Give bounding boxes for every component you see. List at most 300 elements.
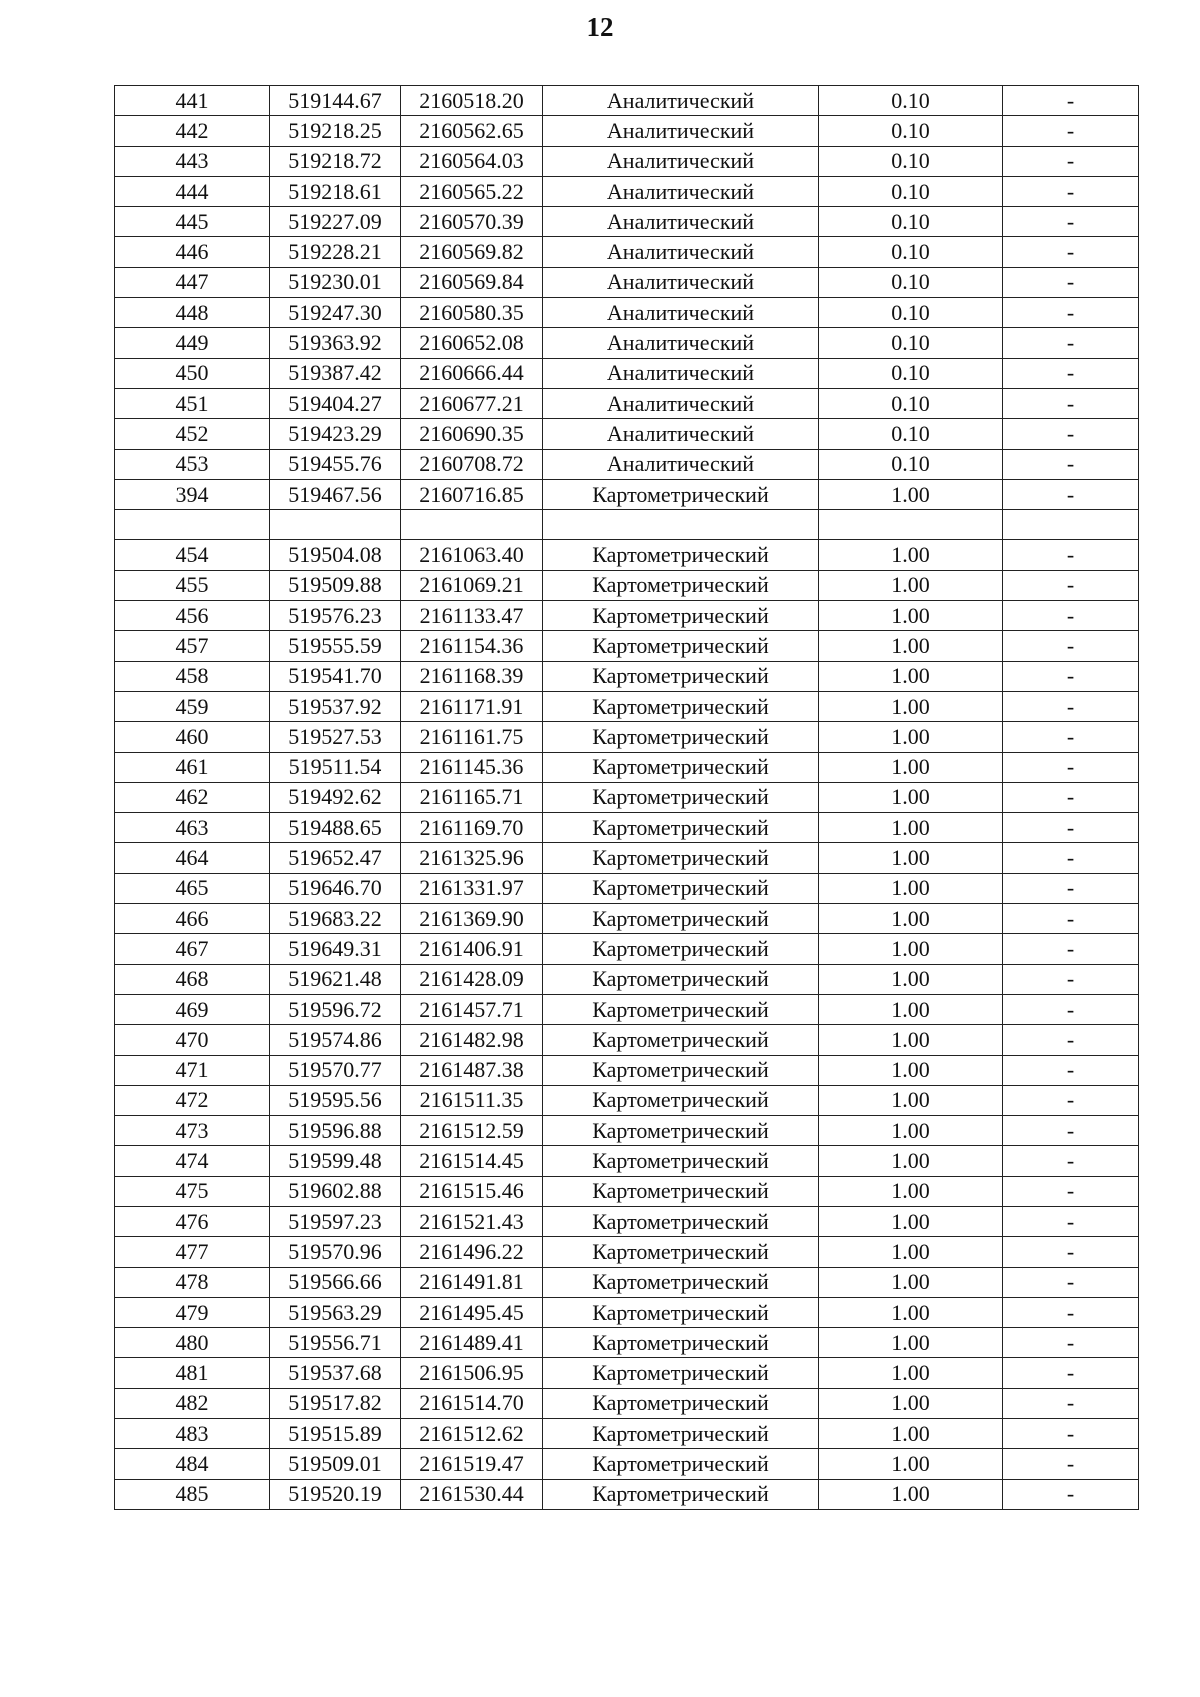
x-coordinate-cell: 519570.96 — [270, 1237, 401, 1267]
table-row — [115, 1146, 1139, 1176]
y-coordinate-cell: 2161161.75 — [401, 722, 543, 752]
method-cell: Картометрический — [543, 1146, 819, 1176]
method-cell: Картометрический — [543, 964, 819, 994]
point-number-cell: 483 — [115, 1419, 270, 1449]
y-coordinate-cell: 2161514.45 — [401, 1146, 543, 1176]
y-coordinate-cell: 2160569.84 — [401, 267, 543, 297]
table-row — [115, 1449, 1139, 1479]
point-number-cell: 456 — [115, 601, 270, 631]
note-cell: - — [1003, 934, 1139, 964]
point-number-cell: 467 — [115, 934, 270, 964]
note-cell: - — [1003, 994, 1139, 1024]
accuracy-cell: 1.00 — [819, 631, 1003, 661]
point-number-cell: 465 — [115, 873, 270, 903]
note-cell: - — [1003, 1297, 1139, 1327]
point-number-cell: 444 — [115, 176, 270, 206]
note-cell: - — [1003, 601, 1139, 631]
accuracy-cell: 1.00 — [819, 540, 1003, 570]
x-coordinate-cell: 519230.01 — [270, 267, 401, 297]
note-cell: - — [1003, 1237, 1139, 1267]
point-number-cell: 458 — [115, 661, 270, 691]
accuracy-cell: 1.00 — [819, 873, 1003, 903]
table-row — [115, 1206, 1139, 1236]
method-cell: Аналитический — [543, 267, 819, 297]
note-cell: - — [1003, 631, 1139, 661]
accuracy-cell: 1.00 — [819, 1358, 1003, 1388]
note-cell: - — [1003, 267, 1139, 297]
table-row — [115, 1085, 1139, 1115]
accuracy-cell: 1.00 — [819, 1328, 1003, 1358]
table-row — [115, 328, 1139, 358]
x-coordinate-cell: 519515.89 — [270, 1419, 401, 1449]
point-number-cell: 446 — [115, 237, 270, 267]
table-row — [115, 540, 1139, 570]
note-cell: - — [1003, 358, 1139, 388]
table-row — [115, 843, 1139, 873]
table-row — [115, 994, 1139, 1024]
note-cell: - — [1003, 1116, 1139, 1146]
note-cell: - — [1003, 146, 1139, 176]
method-cell: Картометрический — [543, 873, 819, 903]
table-row — [115, 964, 1139, 994]
point-number-cell: 466 — [115, 904, 270, 934]
note-cell — [1003, 510, 1139, 540]
method-cell: Картометрический — [543, 1419, 819, 1449]
note-cell: - — [1003, 1025, 1139, 1055]
point-number-cell: 471 — [115, 1055, 270, 1085]
method-cell — [543, 510, 819, 540]
point-number-cell: 451 — [115, 388, 270, 418]
accuracy-cell: 1.00 — [819, 1237, 1003, 1267]
y-coordinate-cell: 2161521.43 — [401, 1206, 543, 1236]
y-coordinate-cell: 2161506.95 — [401, 1358, 543, 1388]
accuracy-cell: 1.00 — [819, 1267, 1003, 1297]
accuracy-cell: 0.10 — [819, 358, 1003, 388]
method-cell: Картометрический — [543, 570, 819, 600]
y-coordinate-cell: 2160564.03 — [401, 146, 543, 176]
y-coordinate-cell: 2161491.81 — [401, 1267, 543, 1297]
note-cell: - — [1003, 449, 1139, 479]
method-cell: Картометрический — [543, 1328, 819, 1358]
table-row — [115, 934, 1139, 964]
table-row — [115, 358, 1139, 388]
note-cell: - — [1003, 1449, 1139, 1479]
y-coordinate-cell: 2161169.70 — [401, 813, 543, 843]
note-cell: - — [1003, 419, 1139, 449]
point-number-cell: 485 — [115, 1479, 270, 1509]
accuracy-cell: 0.10 — [819, 146, 1003, 176]
point-number-cell: 445 — [115, 207, 270, 237]
table-row — [115, 1116, 1139, 1146]
y-coordinate-cell: 2160677.21 — [401, 388, 543, 418]
accuracy-cell: 1.00 — [819, 479, 1003, 509]
accuracy-cell: 0.10 — [819, 298, 1003, 328]
y-coordinate-cell: 2161519.47 — [401, 1449, 543, 1479]
accuracy-cell: 1.00 — [819, 843, 1003, 873]
x-coordinate-cell: 519511.54 — [270, 752, 401, 782]
y-coordinate-cell: 2160716.85 — [401, 479, 543, 509]
accuracy-cell: 1.00 — [819, 1388, 1003, 1418]
note-cell: - — [1003, 1419, 1139, 1449]
method-cell: Аналитический — [543, 449, 819, 479]
accuracy-cell: 0.10 — [819, 116, 1003, 146]
y-coordinate-cell: 2161168.39 — [401, 661, 543, 691]
y-coordinate-cell: 2161133.47 — [401, 601, 543, 631]
x-coordinate-cell: 519517.82 — [270, 1388, 401, 1418]
table-row — [115, 661, 1139, 691]
method-cell: Картометрический — [543, 1449, 819, 1479]
y-coordinate-cell: 2161406.91 — [401, 934, 543, 964]
table-row — [115, 388, 1139, 418]
x-coordinate-cell: 519247.30 — [270, 298, 401, 328]
x-coordinate-cell: 519563.29 — [270, 1297, 401, 1327]
note-cell: - — [1003, 388, 1139, 418]
method-cell: Картометрический — [543, 843, 819, 873]
y-coordinate-cell: 2161512.62 — [401, 1419, 543, 1449]
point-number-cell: 476 — [115, 1206, 270, 1236]
note-cell: - — [1003, 1479, 1139, 1509]
table-row — [115, 1237, 1139, 1267]
method-cell: Картометрический — [543, 1267, 819, 1297]
point-number-cell: 473 — [115, 1116, 270, 1146]
y-coordinate-cell: 2160562.65 — [401, 116, 543, 146]
x-coordinate-cell: 519621.48 — [270, 964, 401, 994]
note-cell: - — [1003, 570, 1139, 600]
point-number-cell: 454 — [115, 540, 270, 570]
y-coordinate-cell: 2161487.38 — [401, 1055, 543, 1085]
method-cell: Картометрический — [543, 1206, 819, 1236]
x-coordinate-cell: 519596.88 — [270, 1116, 401, 1146]
note-cell: - — [1003, 1176, 1139, 1206]
point-number-cell: 443 — [115, 146, 270, 176]
point-number-cell: 464 — [115, 843, 270, 873]
note-cell: - — [1003, 1328, 1139, 1358]
x-coordinate-cell: 519527.53 — [270, 722, 401, 752]
y-coordinate-cell: 2161069.21 — [401, 570, 543, 600]
table-row — [115, 237, 1139, 267]
x-coordinate-cell: 519683.22 — [270, 904, 401, 934]
coordinates-table-body — [115, 86, 1139, 1510]
x-coordinate-cell: 519646.70 — [270, 873, 401, 903]
accuracy-cell: 1.00 — [819, 1479, 1003, 1509]
method-cell: Картометрический — [543, 691, 819, 721]
point-number-cell: 448 — [115, 298, 270, 328]
y-coordinate-cell: 2161495.45 — [401, 1297, 543, 1327]
table-row — [115, 267, 1139, 297]
y-coordinate-cell: 2161489.41 — [401, 1328, 543, 1358]
y-coordinate-cell: 2161428.09 — [401, 964, 543, 994]
x-coordinate-cell: 519599.48 — [270, 1146, 401, 1176]
method-cell: Картометрический — [543, 904, 819, 934]
accuracy-cell: 1.00 — [819, 813, 1003, 843]
note-cell: - — [1003, 237, 1139, 267]
note-cell: - — [1003, 843, 1139, 873]
y-coordinate-cell: 2161171.91 — [401, 691, 543, 721]
x-coordinate-cell: 519363.92 — [270, 328, 401, 358]
method-cell: Аналитический — [543, 207, 819, 237]
x-coordinate-cell: 519595.56 — [270, 1085, 401, 1115]
table-row — [115, 1297, 1139, 1327]
accuracy-cell: 1.00 — [819, 904, 1003, 934]
table-row — [115, 570, 1139, 600]
note-cell: - — [1003, 1267, 1139, 1297]
method-cell: Аналитический — [543, 419, 819, 449]
method-cell: Картометрический — [543, 752, 819, 782]
accuracy-cell: 0.10 — [819, 328, 1003, 358]
y-coordinate-cell: 2161530.44 — [401, 1479, 543, 1509]
accuracy-cell: 0.10 — [819, 388, 1003, 418]
table-row — [115, 419, 1139, 449]
method-cell: Картометрический — [543, 1025, 819, 1055]
method-cell: Картометрический — [543, 1388, 819, 1418]
point-number-cell: 463 — [115, 813, 270, 843]
note-cell: - — [1003, 479, 1139, 509]
accuracy-cell: 0.10 — [819, 267, 1003, 297]
x-coordinate-cell: 519596.72 — [270, 994, 401, 1024]
x-coordinate-cell: 519504.08 — [270, 540, 401, 570]
point-number-cell: 462 — [115, 782, 270, 812]
x-coordinate-cell: 519467.56 — [270, 479, 401, 509]
y-coordinate-cell: 2160518.20 — [401, 86, 543, 116]
method-cell: Картометрический — [543, 1479, 819, 1509]
table-row — [115, 691, 1139, 721]
method-cell: Картометрический — [543, 782, 819, 812]
point-number-cell: 475 — [115, 1176, 270, 1206]
accuracy-cell: 1.00 — [819, 964, 1003, 994]
accuracy-cell: 1.00 — [819, 1176, 1003, 1206]
method-cell: Аналитический — [543, 388, 819, 418]
note-cell: - — [1003, 964, 1139, 994]
method-cell: Картометрический — [543, 631, 819, 661]
note-cell: - — [1003, 661, 1139, 691]
x-coordinate-cell: 519509.88 — [270, 570, 401, 600]
y-coordinate-cell: 2161154.36 — [401, 631, 543, 661]
y-coordinate-cell: 2160570.39 — [401, 207, 543, 237]
accuracy-cell: 1.00 — [819, 1025, 1003, 1055]
y-coordinate-cell: 2160708.72 — [401, 449, 543, 479]
method-cell: Картометрический — [543, 1358, 819, 1388]
table-row — [115, 1419, 1139, 1449]
method-cell: Картометрический — [543, 601, 819, 631]
table-row — [115, 449, 1139, 479]
y-coordinate-cell: 2161512.59 — [401, 1116, 543, 1146]
accuracy-cell — [819, 510, 1003, 540]
page-number: 12 — [586, 12, 614, 42]
method-cell: Аналитический — [543, 237, 819, 267]
point-number-cell: 469 — [115, 994, 270, 1024]
accuracy-cell: 1.00 — [819, 722, 1003, 752]
table-row — [115, 176, 1139, 206]
note-cell: - — [1003, 752, 1139, 782]
note-cell: - — [1003, 176, 1139, 206]
accuracy-cell: 0.10 — [819, 86, 1003, 116]
point-number-cell: 480 — [115, 1328, 270, 1358]
note-cell: - — [1003, 782, 1139, 812]
note-cell: - — [1003, 1055, 1139, 1085]
accuracy-cell: 0.10 — [819, 237, 1003, 267]
point-number-cell: 455 — [115, 570, 270, 600]
x-coordinate-cell: 519574.86 — [270, 1025, 401, 1055]
x-coordinate-cell: 519652.47 — [270, 843, 401, 873]
x-coordinate-cell: 519492.62 — [270, 782, 401, 812]
point-number-cell: 394 — [115, 479, 270, 509]
x-coordinate-cell: 519602.88 — [270, 1176, 401, 1206]
note-cell: - — [1003, 298, 1139, 328]
method-cell: Аналитический — [543, 146, 819, 176]
x-coordinate-cell: 519144.67 — [270, 86, 401, 116]
point-number-cell: 477 — [115, 1237, 270, 1267]
method-cell: Картометрический — [543, 540, 819, 570]
point-number-cell: 452 — [115, 419, 270, 449]
accuracy-cell: 1.00 — [819, 661, 1003, 691]
accuracy-cell: 1.00 — [819, 601, 1003, 631]
y-coordinate-cell: 2161325.96 — [401, 843, 543, 873]
y-coordinate-cell: 2161514.70 — [401, 1388, 543, 1418]
x-coordinate-cell: 519556.71 — [270, 1328, 401, 1358]
accuracy-cell: 1.00 — [819, 994, 1003, 1024]
note-cell: - — [1003, 904, 1139, 934]
accuracy-cell: 1.00 — [819, 752, 1003, 782]
note-cell: - — [1003, 540, 1139, 570]
point-number-cell: 450 — [115, 358, 270, 388]
accuracy-cell: 1.00 — [819, 1146, 1003, 1176]
method-cell: Картометрический — [543, 1237, 819, 1267]
table-row — [115, 298, 1139, 328]
note-cell: - — [1003, 722, 1139, 752]
accuracy-cell: 0.10 — [819, 449, 1003, 479]
method-cell: Аналитический — [543, 298, 819, 328]
note-cell: - — [1003, 86, 1139, 116]
x-coordinate-cell: 519649.31 — [270, 934, 401, 964]
table-row — [115, 782, 1139, 812]
point-number-cell: 442 — [115, 116, 270, 146]
accuracy-cell: 0.10 — [819, 176, 1003, 206]
table-row — [115, 813, 1139, 843]
method-cell: Картометрический — [543, 813, 819, 843]
accuracy-cell: 0.10 — [819, 419, 1003, 449]
y-coordinate-cell: 2161165.71 — [401, 782, 543, 812]
method-cell: Картометрический — [543, 934, 819, 964]
x-coordinate-cell: 519555.59 — [270, 631, 401, 661]
method-cell: Картометрический — [543, 722, 819, 752]
table-row — [115, 1055, 1139, 1085]
x-coordinate-cell: 519537.92 — [270, 691, 401, 721]
method-cell: Картометрический — [543, 661, 819, 691]
point-number-cell: 457 — [115, 631, 270, 661]
x-coordinate-cell: 519520.19 — [270, 1479, 401, 1509]
method-cell: Картометрический — [543, 1297, 819, 1327]
note-cell: - — [1003, 1146, 1139, 1176]
x-coordinate-cell: 519218.72 — [270, 146, 401, 176]
method-cell: Картометрический — [543, 1055, 819, 1085]
table-row — [115, 904, 1139, 934]
y-coordinate-cell: 2161369.90 — [401, 904, 543, 934]
point-number-cell: 461 — [115, 752, 270, 782]
y-coordinate-cell: 2161063.40 — [401, 540, 543, 570]
accuracy-cell: 1.00 — [819, 1419, 1003, 1449]
accuracy-cell: 1.00 — [819, 1055, 1003, 1085]
method-cell: Картометрический — [543, 1085, 819, 1115]
point-number-cell: 447 — [115, 267, 270, 297]
x-coordinate-cell: 519537.68 — [270, 1358, 401, 1388]
y-coordinate-cell: 2160652.08 — [401, 328, 543, 358]
x-coordinate-cell: 519423.29 — [270, 419, 401, 449]
point-number-cell: 449 — [115, 328, 270, 358]
x-coordinate-cell: 519387.42 — [270, 358, 401, 388]
table-row — [115, 601, 1139, 631]
method-cell: Аналитический — [543, 328, 819, 358]
y-coordinate-cell: 2161496.22 — [401, 1237, 543, 1267]
note-cell: - — [1003, 1388, 1139, 1418]
table-row — [115, 1328, 1139, 1358]
method-cell: Картометрический — [543, 1176, 819, 1206]
table-row — [115, 631, 1139, 661]
note-cell: - — [1003, 1358, 1139, 1388]
accuracy-cell: 1.00 — [819, 1297, 1003, 1327]
x-coordinate-cell: 519570.77 — [270, 1055, 401, 1085]
x-coordinate-cell: 519455.76 — [270, 449, 401, 479]
point-number-cell: 482 — [115, 1388, 270, 1418]
point-number-cell: 441 — [115, 86, 270, 116]
y-coordinate-cell — [401, 510, 543, 540]
method-cell: Аналитический — [543, 358, 819, 388]
note-cell: - — [1003, 116, 1139, 146]
table-row — [115, 207, 1139, 237]
accuracy-cell: 1.00 — [819, 1116, 1003, 1146]
method-cell: Картометрический — [543, 1116, 819, 1146]
point-number-cell: 484 — [115, 1449, 270, 1479]
method-cell: Картометрический — [543, 994, 819, 1024]
x-coordinate-cell: 519218.61 — [270, 176, 401, 206]
x-coordinate-cell: 519218.25 — [270, 116, 401, 146]
method-cell: Аналитический — [543, 86, 819, 116]
accuracy-cell: 1.00 — [819, 782, 1003, 812]
x-coordinate-cell: 519227.09 — [270, 207, 401, 237]
point-number-cell: 478 — [115, 1267, 270, 1297]
x-coordinate-cell — [270, 510, 401, 540]
accuracy-cell: 1.00 — [819, 1206, 1003, 1236]
x-coordinate-cell: 519597.23 — [270, 1206, 401, 1236]
point-number-cell: 479 — [115, 1297, 270, 1327]
point-number-cell: 459 — [115, 691, 270, 721]
table-row — [115, 722, 1139, 752]
table-row — [115, 1479, 1139, 1509]
y-coordinate-cell: 2160565.22 — [401, 176, 543, 206]
table-row — [115, 1025, 1139, 1055]
point-number-cell: 474 — [115, 1146, 270, 1176]
table-row — [115, 752, 1139, 782]
accuracy-cell: 1.00 — [819, 570, 1003, 600]
table-row — [115, 479, 1139, 509]
x-coordinate-cell: 519488.65 — [270, 813, 401, 843]
accuracy-cell: 1.00 — [819, 1085, 1003, 1115]
note-cell: - — [1003, 328, 1139, 358]
y-coordinate-cell: 2161331.97 — [401, 873, 543, 903]
y-coordinate-cell: 2161515.46 — [401, 1176, 543, 1206]
note-cell: - — [1003, 207, 1139, 237]
method-cell: Картометрический — [543, 479, 819, 509]
point-number-cell: 453 — [115, 449, 270, 479]
note-cell: - — [1003, 1085, 1139, 1115]
y-coordinate-cell: 2160580.35 — [401, 298, 543, 328]
y-coordinate-cell: 2161457.71 — [401, 994, 543, 1024]
coordinates-table — [114, 85, 1139, 1510]
point-number-cell: 468 — [115, 964, 270, 994]
note-cell: - — [1003, 1206, 1139, 1236]
accuracy-cell: 1.00 — [819, 1449, 1003, 1479]
table-row — [115, 1388, 1139, 1418]
y-coordinate-cell: 2160569.82 — [401, 237, 543, 267]
